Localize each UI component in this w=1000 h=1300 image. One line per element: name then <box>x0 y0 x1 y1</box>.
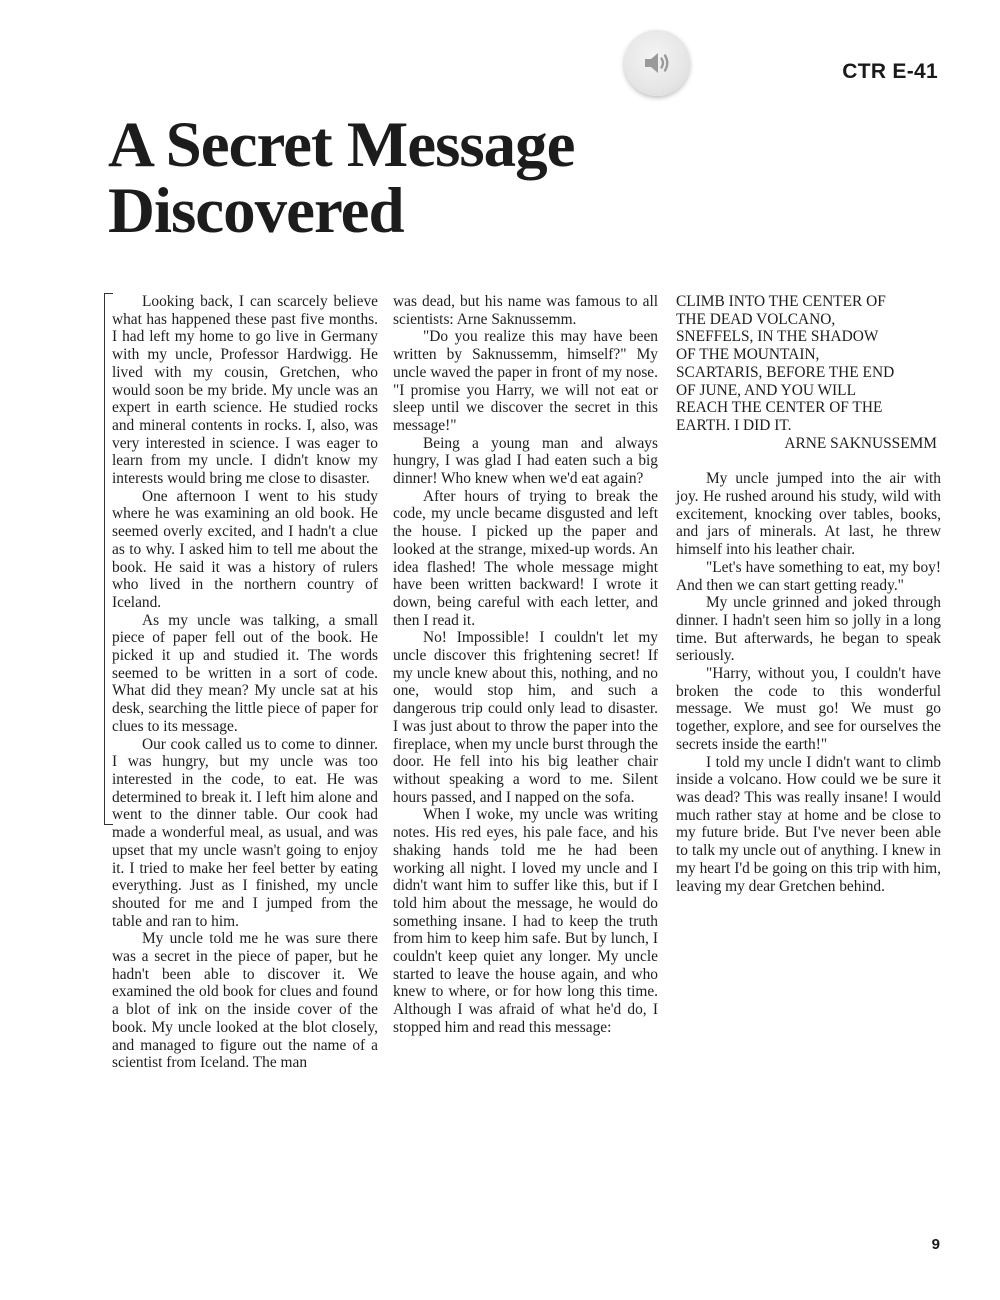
message-line: EARTH. I DID IT. <box>676 416 792 434</box>
paragraph: When I woke, my uncle was writing notes. His red eyes, his pale face, and his shaking hands told me he had been working all night. I loved my uncle and I didn't want him to suffer like this, but if I told him about the message, he would do something insane. I had to keep the truth from him to keep him safe. But by lunch, I couldn't keep quiet any longer. My uncle started to leave the house again, and who knew to where, or for how long this time. Although I was afraid of what he'd do, I stopped him and read this message: <box>393 806 658 1036</box>
paragraph: was dead, but his name was famous to all scientists: Arne Saknussemm. <box>393 293 658 328</box>
page-number: 9 <box>931 1236 940 1253</box>
paragraph: One afternoon I went to his study where he was examining an old book. He seemed overly excited, and I hadn't a clue as to why. I asked him to tell me about the book. He said it was a history of rulers who lived in the northern country of Iceland. <box>112 487 378 611</box>
message-line: OF JUNE, AND YOU WILL <box>676 381 856 399</box>
message-signature: ARNE SAKNUSSEMM <box>784 434 937 452</box>
message-line: REACH THE CENTER OF THE <box>676 399 883 417</box>
paragraph: I told my uncle I didn't want to climb inside a volcano. How could we be sure it was dead? This was really insane! I would much rather stay at home and be close to my future bride. But I've never been able to talk my uncle out of anything. I knew in my heart I'd be going on this trip with him, leaving my dear Gretchen behind. <box>676 753 941 895</box>
secret-message <box>676 293 941 452</box>
paragraph: "Let's have something to eat, my boy! And then we can start getting ready." <box>676 558 941 594</box>
audio-play-button[interactable] <box>624 30 690 96</box>
paragraph: No! Impossible! I couldn't let my uncle discover this frightening secret! If my uncle knew about this, nothing, and no one, would stop him, and such a dangerous trip could only lead to disaster. I was just about to throw the paper into the fireplace, when my uncle burst through the door. He fell into his big leather chair without speaking a word to me. Silent hours passed, and I napped on the sofa. <box>393 629 658 806</box>
paragraph: Looking back, I can scarcely believe what has happened these past five months. I had left my home to go live in Germany with my uncle, Professor Hardwigg. He lived with my cousin, Gretchen, who would soon be my bride. My uncle was an expert in earth science. He studied rocks and mineral contents in rocks. I, also, was very interested in science. I was eager to learn from my uncle. I didn't know my interests would bring me close to disaster. <box>112 293 378 488</box>
paragraph: My uncle grinned and joked through dinner. I hadn't seen him so jolly in a long time. But afterwards, he began to speak seriously. <box>676 594 941 665</box>
column-2 <box>393 293 658 1037</box>
paragraph: "Harry, without you, I couldn't have broken the code to this wonderful message. We must go! We must go together, explore, and see for ourselves the secrets inside the earth!" <box>676 665 941 753</box>
speaker-icon <box>642 49 672 77</box>
message-line: CLIMB INTO THE CENTER OF <box>676 293 886 310</box>
message-line: OF THE MOUNTAIN, <box>676 346 820 364</box>
page-title: A Secret Message Discovered <box>108 109 575 247</box>
paragraph: Our cook called us to come to dinner. I was hungry, but my uncle was too interested in the code, to eat. He was determined to break it. I left him alone and went to the dinner table. Our cook had made a wonderful meal, as usual, and was upset that my uncle wasn't going to enjoy it. I tried to make her feel better by eating everything. Just as I finished, my uncle shouted for me and I jumped from the table and ran to him. <box>112 735 378 930</box>
paragraph: As my uncle was talking, a small piece of paper fell out of the book. He picked it up and studied it. The words seemed to be written in a sort of code. What did they mean? My uncle sat at his desk, searching the little piece of paper for clues to its message. <box>112 611 378 735</box>
paragraph: My uncle told me he was sure there was a secret in the piece of paper, but he hadn't been able to discover it. We examined the old book for clues and found a blot of ink on the inside cover of the book. My uncle looked at the blot closely, and managed to figure out the name of a scientist from Iceland. The man <box>112 930 378 1072</box>
message-line: SCARTARIS, BEFORE THE END <box>676 363 895 381</box>
paragraph: My uncle jumped into the air with joy. He rushed around his study, wild with excitement, knocking over tables, books, and jars of minerals. At last, he threw himself into his leather chair. <box>676 470 941 559</box>
paragraph: Being a young man and always hungry, I was glad I had eaten such a big dinner! Who knew when we'd eat again? <box>393 434 658 488</box>
paragraph: After hours of trying to break the code, my uncle became disgusted and left the house. I picked up the paper and looked at the strange, mixed-up words. An idea flashed! The whole message might have been written backward! I wrote it down, being careful with each letter, and then I read it. <box>393 487 658 629</box>
column-1 <box>112 293 378 1072</box>
paragraph: "Do you realize this may have been written by Saknussemm, himself?" My uncle waved the paper in front of my nose. "I promise you Harry, we will not eat or sleep until we discover the secret in this message!" <box>393 328 658 434</box>
column-3 <box>676 293 941 895</box>
message-line: SNEFFELS, IN THE SHADOW <box>676 328 879 346</box>
document-code: CTR E-41 <box>842 60 938 83</box>
message-line: THE DEAD VOLCANO, <box>676 310 836 328</box>
